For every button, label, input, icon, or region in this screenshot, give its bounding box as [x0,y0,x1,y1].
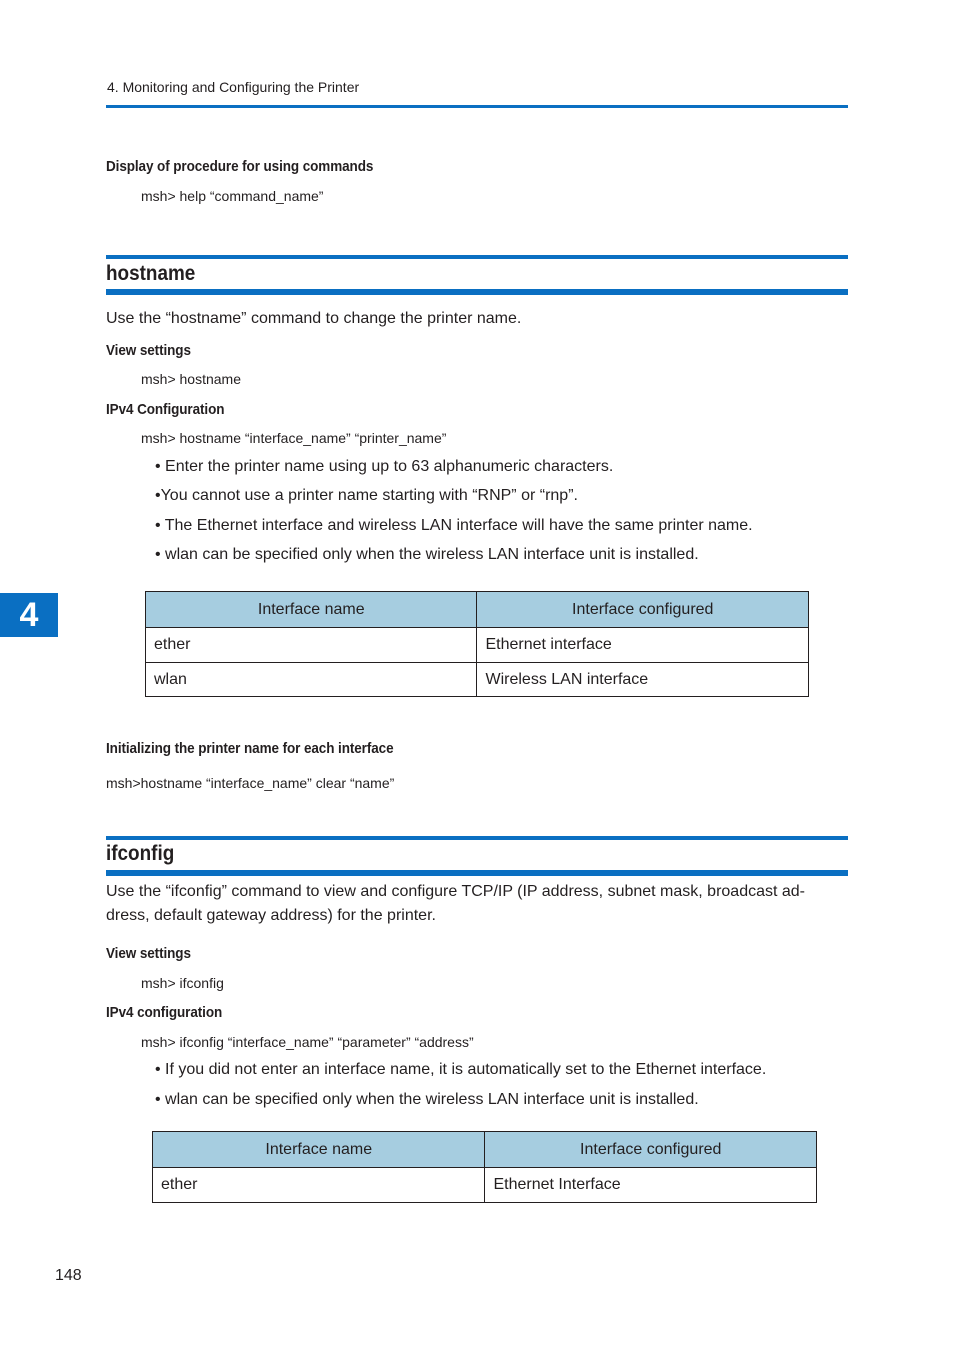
hostname-bullet: •You cannot use a printer name starting with “RNP” or “rnp”. [155,487,578,504]
header-rule [106,105,848,108]
table-row [146,663,809,697]
hostname-init-command: msh>hostname “interface_name” clear “name” [106,775,395,791]
table-cell: wlan [146,663,477,697]
hostname-bullet: • wlan can be specified only when the wireless LAN interface unit is installed. [155,546,699,563]
table-row [153,1168,817,1203]
ifconfig-ipv4-heading: IPv4 configuration [106,1004,223,1021]
table-cell: ether [153,1168,485,1203]
table-header-cell: Interface name [153,1132,485,1168]
table-header-cell: Interface configured [477,592,809,628]
help-heading: Display of procedure for using commands [106,158,374,175]
ifconfig-bottom-rule [106,870,848,876]
table-row [146,628,809,663]
table-header-row [153,1132,817,1168]
hostname-bottom-rule [106,289,848,295]
table-cell: ether [146,628,477,663]
ifconfig-intro-line: dress, default gateway address) for the printer. [106,907,436,924]
hostname-view-command: msh> hostname [141,371,241,387]
hostname-top-rule [106,255,848,259]
page-number: 148 [55,1267,82,1284]
ifconfig-top-rule [106,836,848,840]
chapter-tab: 4 [0,593,58,637]
ifconfig-title: ifconfig [106,842,175,865]
ifconfig-intro-line: Use the “ifconfig” command to view and configure TCP/IP (IP address, subnet mask, broadcast ad- [106,883,806,900]
ifconfig-ipv4-command: msh> ifconfig “interface_name” “parameter” “address” [141,1034,474,1050]
running-header: 4. Monitoring and Configuring the Printer [107,79,360,95]
hostname-interface-table [145,591,809,697]
help-command: msh> help “command_name” [141,188,324,204]
ifconfig-view-command: msh> ifconfig [141,975,224,991]
table-cell: Wireless LAN interface [477,663,809,697]
ifconfig-view-heading: View settings [106,945,191,962]
hostname-ipv4-command: msh> hostname “interface_name” “printer_name” [141,430,447,446]
ifconfig-bullet: • If you did not enter an interface name, it is automatically set to the Ethernet interface. [155,1061,767,1078]
ifconfig-bullet: • wlan can be specified only when the wireless LAN interface unit is installed. [155,1091,699,1108]
table-header-cell: Interface configured [485,1132,817,1168]
hostname-title: hostname [106,262,196,285]
hostname-bullet: • The Ethernet interface and wireless LAN interface will have the same printer name. [155,517,753,534]
table-header-row [146,592,809,628]
hostname-intro: Use the “hostname” command to change the printer name. [106,310,522,327]
table-cell: Ethernet Interface [485,1168,817,1203]
hostname-ipv4-heading: IPv4 Configuration [106,401,225,418]
hostname-init-heading: Initializing the printer name for each interface [106,740,394,757]
ifconfig-interface-table [152,1131,817,1203]
hostname-view-heading: View settings [106,342,191,359]
table-header-cell: Interface name [146,592,477,628]
table-cell: Ethernet interface [477,628,809,663]
hostname-bullet: • Enter the printer name using up to 63 alphanumeric characters. [155,458,614,475]
